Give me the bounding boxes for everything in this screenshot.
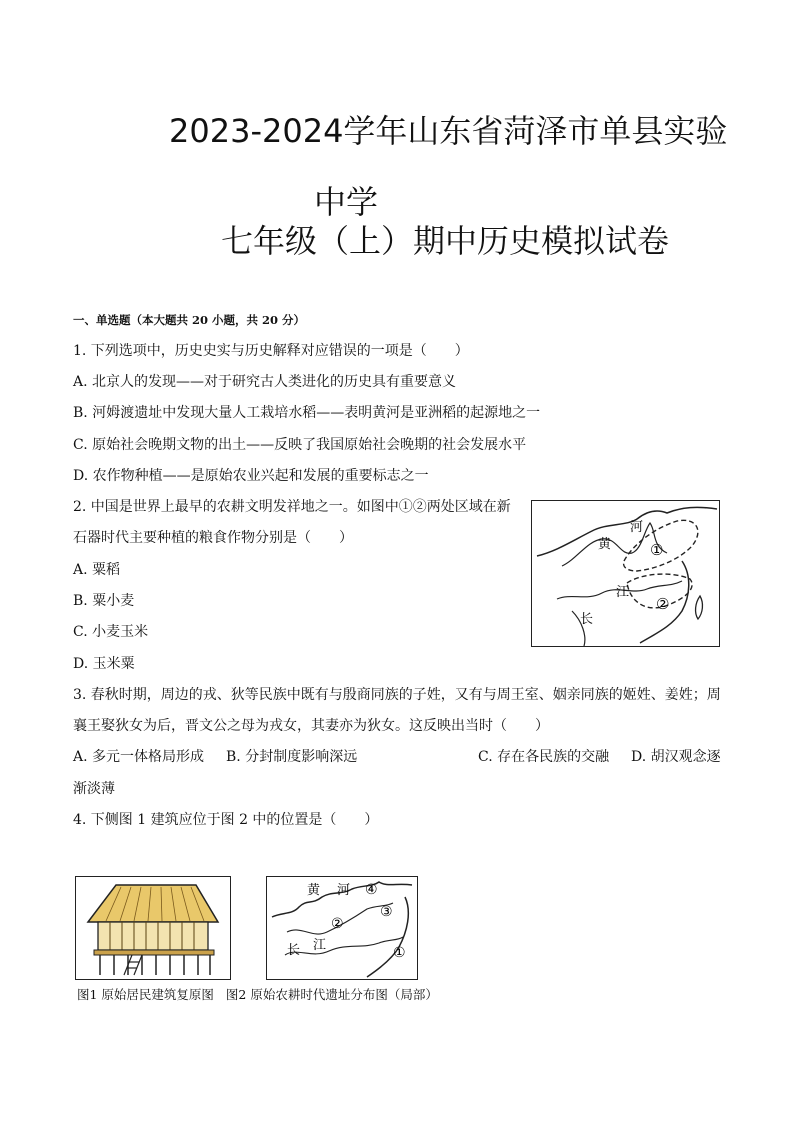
fig2-marker-3: ③ — [380, 904, 393, 920]
map-label-huang: 黄 — [598, 537, 612, 552]
fig2-marker-2: ② — [331, 916, 344, 932]
q3-stem-line-1: 3. 春秋时期，周边的戎、狄等民族中既有与殷商同族的子姓，又有与周王室、姻亲同族的姬姓、姜姓；周 — [73, 687, 721, 703]
caption-figure-2: 图2 原始农耕时代遗址分布图（局部） — [225, 987, 438, 1002]
figure-2-site-map — [266, 876, 418, 980]
q2-option-b: B. 粟小麦 — [73, 593, 135, 609]
q2-stem-line-2: 石器时代主要种植的粮食作物分别是（ ） — [73, 530, 353, 546]
q2-option-d: D. 玉米粟 — [73, 656, 135, 672]
china-rivers-map — [532, 501, 719, 646]
fig2-label-huang: 黄 — [307, 883, 321, 898]
q4-stem: 4. 下侧图 1 建筑应位于图 2 中的位置是（ ） — [73, 812, 379, 828]
q1-option-b: B. 河姆渡遗址中发现大量人工栽培水稻——表明黄河是亚洲稻的起源地之一 — [73, 405, 541, 421]
q2-stem-line-1: 2. 中国是世界上最早的农耕文明发祥地之一。如图中①②两处区域在新 — [73, 499, 511, 515]
title-line-3: 七年级（上）期中历史模拟试卷 — [221, 222, 670, 260]
fig2-label-chang: 长 — [287, 943, 301, 958]
title-line-2: 中学 — [314, 183, 379, 221]
fig2-marker-1: ① — [393, 945, 406, 961]
q3-option-d-continued: 渐淡薄 — [73, 781, 115, 797]
map-label-jiang: 江 — [616, 585, 630, 600]
fig2-marker-4: ④ — [365, 882, 378, 898]
q1-option-d: D. 农作物种植——是原始农业兴起和发展的重要标志之一 — [73, 468, 429, 484]
q1-option-a: A. 北京人的发现——对于研究古人类进化的历史具有重要意义 — [73, 374, 457, 390]
map-label-he: 河 — [630, 520, 644, 535]
caption-figure-1: 图1 原始居民建筑复原图 — [77, 987, 214, 1002]
q3-stem-line-2: 襄王娶狄女为后，晋文公之母为戎女，其妻亦为狄女。这反映出当时（ ） — [73, 718, 549, 734]
q3-option-c: C. 存在各民族的交融 — [478, 749, 610, 765]
q3-option-d: D. 胡汉观念逐 — [631, 749, 721, 765]
title-line-1: 2023-2024学年山东省菏泽市单县实验 — [169, 112, 728, 150]
figure-1-stilt-house — [75, 876, 231, 980]
figure-captions — [77, 985, 446, 1003]
q2-option-a: A. 粟稻 — [73, 562, 121, 578]
q2-option-c: C. 小麦玉米 — [73, 624, 149, 640]
farming-sites-map — [267, 877, 417, 979]
fig2-label-he: 河 — [337, 883, 351, 898]
map-label-chang: 长 — [580, 612, 594, 627]
q3-option-a: A. 多元一体格局形成 — [73, 749, 205, 765]
q1-stem: 1. 下列选项中，历史史实与历史解释对应错误的一项是（ ） — [73, 343, 469, 359]
fig2-label-jiang: 江 — [313, 938, 327, 953]
map-marker-1: ① — [650, 541, 664, 559]
stilt-house-illustration — [76, 877, 230, 979]
q1-option-c: C. 原始社会晚期文物的出土——反映了我国原始社会晚期的社会发展水平 — [73, 437, 527, 453]
map-marker-2: ② — [656, 595, 670, 613]
q3-option-b: B. 分封制度影响深远 — [226, 749, 358, 765]
q2-map-figure — [531, 500, 720, 647]
section-heading: 一、单选题（本大题共 20 小题，共 20 分） — [73, 313, 306, 327]
